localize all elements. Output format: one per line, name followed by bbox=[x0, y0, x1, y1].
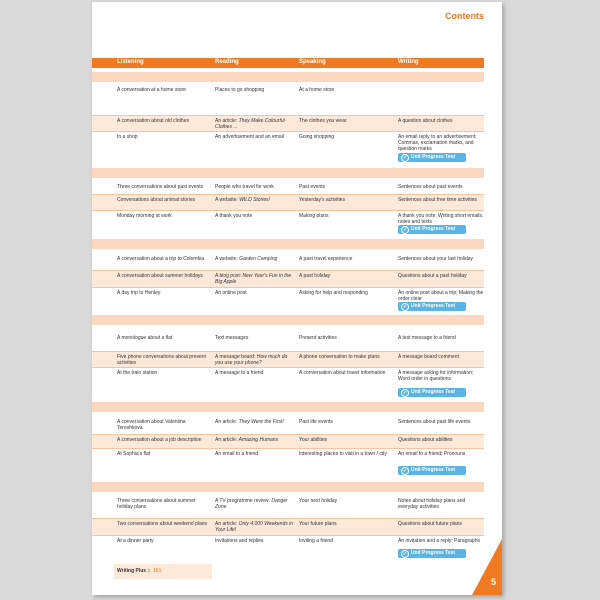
check-icon: ✓ bbox=[402, 227, 408, 233]
cell-listening: Monday morning at work bbox=[117, 213, 172, 219]
cell-speaking: Interesting places to visit in a town / city bbox=[299, 451, 387, 457]
cell-listening: Three conversations about summer holiday plans bbox=[117, 498, 196, 510]
unit-progress-test-badge[interactable] bbox=[398, 466, 466, 475]
table-row bbox=[92, 270, 484, 288]
cell-reading: An advertisement and an email bbox=[215, 134, 284, 140]
cell-reading: An article: They Make Colourful Clothes ... bbox=[215, 118, 285, 130]
table-row bbox=[92, 85, 484, 115]
cell-listening: A conversation at a home store bbox=[117, 87, 186, 93]
cell-listening: A conversation about Valentina Tereshkova bbox=[117, 419, 186, 431]
cell-speaking: At a home store bbox=[299, 87, 335, 93]
unit-progress-test-badge[interactable] bbox=[398, 549, 466, 558]
cell-listening: In a shop bbox=[117, 134, 138, 140]
cell-writing: A thank you note; Writing short emails, notes and texts bbox=[398, 213, 484, 225]
cell-writing: Questions about future plans bbox=[398, 521, 462, 527]
cell-reading: Places to go shopping bbox=[215, 87, 265, 93]
cell-speaking: A phone conversation to make plans bbox=[299, 354, 380, 360]
cell-reading: An article: Amazing Humans bbox=[215, 437, 279, 443]
table-row bbox=[92, 115, 484, 132]
table-row bbox=[92, 367, 484, 403]
cell-listening: A conversation about old clothes bbox=[117, 118, 189, 124]
writing-plus-reference bbox=[114, 564, 212, 579]
unit-progress-test-badge[interactable] bbox=[398, 153, 466, 162]
unit-header-band bbox=[92, 168, 484, 178]
table-row bbox=[92, 254, 484, 270]
page-number: 5 bbox=[490, 577, 496, 587]
cell-writing: A question about clothes bbox=[398, 118, 453, 124]
cell-listening: A monologue about a flat bbox=[117, 335, 173, 341]
table-row bbox=[92, 518, 484, 536]
cell-speaking: Your next holiday bbox=[299, 498, 338, 504]
table-row bbox=[92, 417, 484, 434]
cell-reading: A TV programme review: Danger Zone bbox=[215, 498, 288, 510]
cell-reading: A message to a friend bbox=[215, 370, 264, 376]
check-icon: ✓ bbox=[402, 390, 408, 396]
cell-speaking: Making plans bbox=[299, 213, 329, 219]
table-row bbox=[92, 333, 484, 351]
contents-page bbox=[92, 2, 502, 595]
check-icon: ✓ bbox=[402, 468, 408, 474]
cell-speaking: The clothes you wear bbox=[299, 118, 347, 124]
cell-listening: A conversation about a job description bbox=[117, 437, 202, 443]
check-icon: ✓ bbox=[402, 551, 408, 557]
unit-header-band bbox=[92, 239, 484, 249]
cell-reading: People who travel for work bbox=[215, 184, 274, 190]
cell-listening: At a dinner party bbox=[117, 538, 154, 544]
corner-tab bbox=[472, 539, 502, 595]
cell-writing: A message asking for information; Word order in questions bbox=[398, 370, 474, 382]
page-title: Contents bbox=[445, 11, 484, 21]
cell-reading: An online post bbox=[215, 290, 247, 296]
cell-speaking: A past travel experience bbox=[299, 256, 353, 262]
unit-progress-test-label: Unit Progress Test bbox=[411, 467, 456, 473]
table-row bbox=[92, 131, 484, 169]
cell-writing: A message board comment bbox=[398, 354, 459, 360]
cell-listening: Five phone conversations about present activities bbox=[117, 354, 206, 366]
table-row bbox=[92, 351, 484, 368]
cell-speaking: Yesterday's activities bbox=[299, 197, 346, 203]
cell-speaking: Your abilities bbox=[299, 437, 328, 443]
cell-writing: An email reply to an advertisement; Commas, exclamation marks, and question marks bbox=[398, 134, 477, 152]
cell-listening: Two conversations about weekend plans bbox=[117, 521, 208, 527]
cell-reading: Invitations and replies bbox=[215, 538, 264, 544]
unit-progress-test-badge[interactable] bbox=[398, 225, 466, 234]
table-row bbox=[92, 434, 484, 449]
cell-speaking: Asking for help and responding bbox=[299, 290, 368, 296]
cell-speaking: Present activities bbox=[299, 335, 337, 341]
cell-reading: A blog post: New Year's Fun in the Big Apple bbox=[215, 273, 292, 285]
unit-header-band bbox=[92, 482, 484, 492]
writing-plus-page: p. 161 bbox=[147, 568, 162, 574]
unit-progress-test-label: Unit Progress Test bbox=[411, 154, 456, 160]
cell-writing: Sentences about past events bbox=[398, 184, 463, 190]
cell-writing: An invitation and a reply; Paragraphs bbox=[398, 538, 480, 544]
unit-progress-test-badge[interactable] bbox=[398, 302, 466, 311]
unit-progress-test-label: Unit Progress Test bbox=[411, 550, 456, 556]
table-row bbox=[92, 182, 484, 194]
cell-writing: Sentences about free time activities bbox=[398, 197, 477, 203]
cell-writing: Notes about holiday plans and everyday activities bbox=[398, 498, 466, 510]
cell-writing: An online post about a trip; Making the order clear bbox=[398, 290, 484, 302]
cell-writing: Sentences about past life events bbox=[398, 419, 471, 425]
cell-speaking: A past holiday bbox=[299, 273, 331, 279]
cell-writing: An email to a friend; Pronouns bbox=[398, 451, 466, 457]
cell-listening: Conversations about animal stories bbox=[117, 197, 196, 203]
column-header-bar bbox=[92, 58, 484, 68]
unit-header-band bbox=[92, 72, 484, 82]
cell-speaking: Going shopping bbox=[299, 134, 335, 140]
column-header-writing: Writing bbox=[398, 59, 419, 65]
unit-header-band bbox=[92, 315, 484, 325]
cell-reading: Text messages bbox=[215, 335, 249, 341]
cell-reading: An article: They Were the First! bbox=[215, 419, 284, 425]
cell-writing: Sentences about your last holiday bbox=[398, 256, 474, 262]
cell-listening: At the train station bbox=[117, 370, 158, 376]
column-header-reading: Reading bbox=[215, 59, 239, 65]
cell-reading: An email to a friend bbox=[215, 451, 259, 457]
cell-listening: At Sophia's flat bbox=[117, 451, 151, 457]
column-header-speaking: Speaking bbox=[299, 59, 326, 65]
column-header-listening: Listening bbox=[117, 59, 144, 65]
cell-reading: A message board: How much do you use your phone? bbox=[215, 354, 288, 366]
cell-reading: A website: Garden Camping bbox=[215, 256, 278, 262]
unit-header-band bbox=[92, 402, 484, 412]
cell-speaking: Past life events bbox=[299, 419, 333, 425]
unit-progress-test-label: Unit Progress Test bbox=[411, 389, 456, 395]
cell-speaking: Past events bbox=[299, 184, 326, 190]
cell-speaking: A conversation about travel information bbox=[299, 370, 386, 376]
unit-progress-test-badge[interactable] bbox=[398, 388, 466, 397]
cell-writing: Questions about a past holiday bbox=[398, 273, 467, 279]
cell-reading: A thank you note bbox=[215, 213, 253, 219]
cell-speaking: Your future plans bbox=[299, 521, 337, 527]
cell-listening: A conversation about a trip to Colombia bbox=[117, 256, 205, 262]
table-row bbox=[92, 496, 484, 518]
cell-listening: Three conversations about past events bbox=[117, 184, 204, 190]
unit-progress-test-label: Unit Progress Test bbox=[411, 303, 456, 309]
cell-writing: Questions about abilities bbox=[398, 437, 453, 443]
cell-reading: A website: WILD Stories! bbox=[215, 197, 271, 203]
cell-writing: A text message to a friend bbox=[398, 335, 456, 341]
cell-listening: A day trip to Henley bbox=[117, 290, 161, 296]
cell-speaking: Inviting a friend bbox=[299, 538, 333, 544]
check-icon: ✓ bbox=[402, 304, 408, 310]
cell-listening: A conversation about summer holidays bbox=[117, 273, 203, 279]
unit-progress-test-label: Unit Progress Test bbox=[411, 226, 456, 232]
table-row bbox=[92, 194, 484, 211]
check-icon: ✓ bbox=[402, 155, 408, 161]
writing-plus-label: Writing Plus bbox=[117, 568, 147, 574]
cell-reading: An article: Only 4,000 Weekends in Your Life! bbox=[215, 521, 294, 533]
